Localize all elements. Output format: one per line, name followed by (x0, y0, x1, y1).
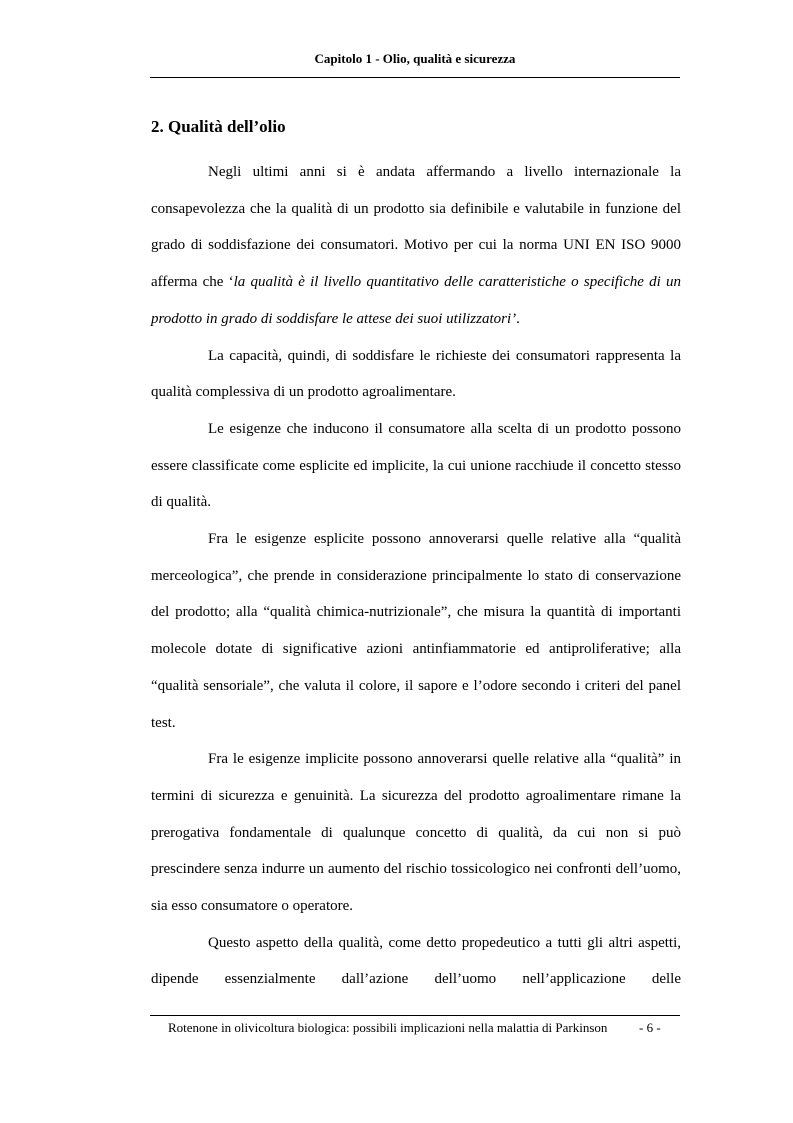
section-title: 2. Qualità dell’olio (151, 117, 286, 136)
running-header: Capitolo 1 - Olio, qualità e sicurezza (314, 51, 516, 66)
paragraph-3: Le esigenze che inducono il consumatore alla scelta di un prodotto possono essere classificate come esplicite ed implicite, la cui unione racchiude il concetto stesso di qualità. (151, 420, 681, 511)
body-text (151, 154, 681, 998)
paragraph-2: La capacità, quindi, di soddisfare le richieste dei consumatori rappresenta la qualità complessiva di un prodotto agroalimentare. (151, 347, 681, 401)
paragraph-1 (151, 154, 681, 338)
paragraph-4: Fra le esigenze esplicite possono annoverarsi quelle relative alla “qualità merceologica”, che prende in considerazione principalmente lo stato di conservazione del prodotto; alla “qualità chimica-nutrizionale”, che misura la quantità di importanti molecole dotate di significative azioni antinfiammatorie ed antiproliferative; alla “qualità sensoriale”, che valuta il colore, il sapore e l’odore secondo i criteri del panel test. (151, 531, 681, 731)
paragraph-1-text: Negli ultimi anni si è andata affermando a livello internazionale la consapevolezza che la qualità di un prodotto sia definibile e valutabile in funzione del grado di soddisfazione dei consumatori. Motivo per cui la norma UNI EN ISO 9000 afferma che ‘ (151, 164, 681, 291)
paragraph-1-end: . (516, 310, 520, 327)
paragraph-5: Fra le esigenze implicite possono annoverarsi quelle relative alla “qualità” in termini di sicurezza e genuinità. La sicurezza del prodotto agroalimentare rimane la prerogativa fondamentale di qualunque concetto di qualità, da cui non si può prescindere senza indurre un aumento del rischio tossicologico nei confronti dell’uomo, sia esso consumatore o operatore. (151, 751, 681, 915)
footer-rule (150, 1015, 680, 1016)
paragraph-6: Questo aspetto della qualità, come detto propedeutico a tutti gli altri aspetti, dipende essenzialmente dall’azione dell’uomo nell’applicazione delle (151, 934, 681, 988)
page-number: - 6 - (639, 1020, 661, 1035)
iso-quote: la qualità è il livello quantitativo delle caratteristiche o specifiche di un prodotto in grado di soddisfare le attese dei suoi utilizzatori’ (151, 274, 681, 327)
header-rule (150, 77, 680, 78)
running-footer: Rotenone in olivicoltura biologica: possibili implicazioni nella malattia di Parkinson (168, 1020, 608, 1035)
